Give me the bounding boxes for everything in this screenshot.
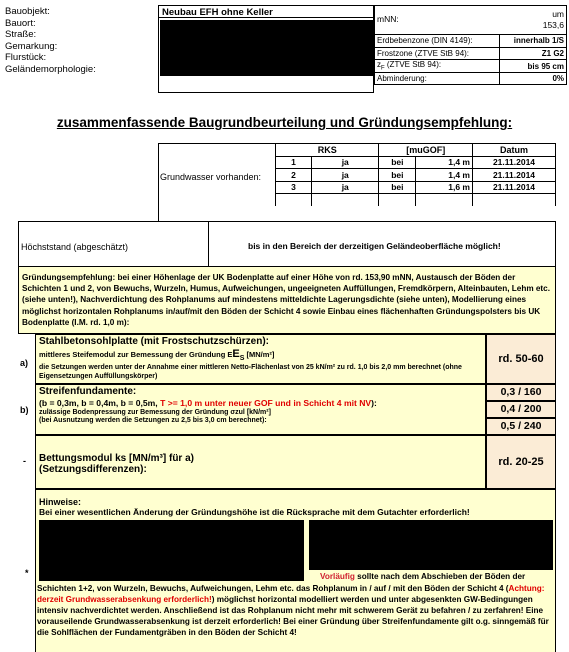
label-gemarkung: Gemarkung: bbox=[5, 40, 58, 52]
project-name: Neubau EFH ohne Keller bbox=[159, 6, 373, 18]
hinweise-para-b: ) möglichst horizontal modelliert werden und unter abgesenkten GW-Bedingungen intensiv nachverdichtet werden. Anschließend ist das Rohplanum nicht mehr mit schwerem Gerät zu befahren / zu zerfahren! Eine vorauseilende Grundwasserabsenkung ist derzeit erforderlich! Bei einer Gründung über Streifenfundamente gilt o.g. sinngemäß für die Sohlflächen der Fundamentgräben in den Böden der Schicht 4! bbox=[37, 595, 549, 637]
frostzone-value: Z1 G2 bbox=[499, 47, 566, 59]
section-a-line1-sub: $E_S$ bbox=[232, 348, 245, 363]
label-bauort: Bauort: bbox=[5, 17, 36, 29]
zf-value: bis 95 cm bbox=[499, 60, 566, 73]
label-bauobjekt: Bauobjekt: bbox=[5, 6, 50, 17]
zf-sub: F bbox=[381, 65, 385, 72]
rks-ja: ja bbox=[312, 169, 379, 182]
rks-date: 21.11.2014 bbox=[473, 181, 556, 194]
hinweise-marker: * bbox=[25, 568, 29, 578]
rks-number: 1 bbox=[276, 156, 312, 169]
section-b-dims-red: T >= 1,0 m unter neuer GOF und in Schicht 4 mit NV bbox=[160, 398, 372, 408]
hinweise-vorlaeufig-line bbox=[320, 572, 525, 581]
section-a-box bbox=[35, 334, 486, 384]
rks-ja: ja bbox=[312, 156, 379, 169]
rks-ja: ja bbox=[312, 181, 379, 194]
empfehlung-text: Gründungsempfehlung: bei einer Höhenlage der UK Bodenplatte auf einer Höhe von rd. 153,90 mNN, Austausch der Böden der Schichten 1 und 2, von Bewuchs, Wurzeln, Humus, Aufweichungen, ungeeigneten Auffüllungen, Fremdkörpern, Alteinbauten, Lehm etc. (siehe unten!), Nachverdichtung des Rohplanums auf mindestens mitteldichte Lagerungsdichte (siehe unten), Modellierung eines möglichst horizontalen Rohplanums in/auf/mit den Böden der Schicht 4 sowie Einbau eines flächenhaften Gründungspolsters bis UK Bodenplatte (I.M. rd. 1,0 m): bbox=[22, 273, 550, 327]
rks-bei: bei bbox=[379, 181, 416, 194]
section-c-box bbox=[35, 435, 486, 489]
mnn-label: mNN: bbox=[377, 14, 399, 24]
redacted-hinweise-left bbox=[39, 520, 304, 581]
section-a-title: Stahlbetonsohlplatte (mit Frostschutzschürzen): bbox=[39, 336, 270, 347]
erdbeben-value: innerhalb 1/S bbox=[499, 35, 566, 47]
section-b-marker: b) bbox=[20, 405, 29, 415]
section-c-title: Bettungsmodul ks [MN/m³] für a) bbox=[39, 453, 194, 464]
rks-date: 21.11.2014 bbox=[473, 169, 556, 182]
section-a-marker: a) bbox=[20, 358, 29, 368]
groundwater-table bbox=[275, 143, 556, 206]
rks-number: 3 bbox=[276, 181, 312, 194]
section-b-value-1: 0,3 / 160 bbox=[486, 384, 556, 401]
abminderung-value: 0% bbox=[499, 72, 566, 84]
section-b-dims-text: (b = 0,3m, b = 0,4m, b = 0,5m, bbox=[39, 398, 161, 408]
erdbeben-label: Erdbebenzone (DIN 4149): bbox=[375, 35, 499, 47]
frostzone-label: Frostzone (ZTVE StB 94): bbox=[375, 47, 499, 59]
rks-depth: 1,4 m bbox=[416, 156, 473, 169]
vorlaeufig-after: sollte nach dem Abschieben der Böden der bbox=[354, 572, 526, 581]
header-mugof: [muGOF] bbox=[379, 144, 473, 157]
hinweise-paragraph bbox=[37, 583, 555, 638]
section-b-line3: (bei Ausnutzung werden die Setzungen zu 2,5 bis 3,0 cm berechnet): bbox=[39, 417, 267, 424]
rks-depth: 1,4 m bbox=[416, 169, 473, 182]
section-c-subtitle: (Setzungsdifferenzen): bbox=[39, 464, 147, 475]
rks-bei: bei bbox=[379, 156, 416, 169]
vorlaeufig-text: Vorläufig bbox=[320, 572, 355, 581]
groundwater-row bbox=[276, 156, 556, 169]
section-c-value: rd. 20-25 bbox=[486, 435, 556, 489]
rks-bei: bei bbox=[379, 169, 416, 182]
label-strasse: Straße: bbox=[5, 29, 37, 40]
main-title: zusammenfassende Baugrundbeurteilung und Gründungsempfehlung: bbox=[56, 115, 513, 130]
section-b-dims bbox=[36, 398, 485, 408]
hoechststand-label: Höchststand (abgeschätzt) bbox=[21, 242, 129, 252]
section-a-line2: die Setzungen werden unter der Annahme einer mittleren Netto-Flächenlast von 25 kN/m² zu rd. 1,0 bis 2,0 mm berechnet (ohne Eigensetzungen Auffüllungskörper) bbox=[39, 364, 462, 381]
header-labels bbox=[5, 6, 155, 75]
groundwater-row bbox=[276, 169, 556, 182]
section-a-value: rd. 50-60 bbox=[486, 334, 556, 384]
hinweise-line1: Bei einer wesentlichen Änderung der Gründungshöhe ist die Rücksprache mit dem Gutachter erforderlich! bbox=[39, 507, 470, 517]
rks-depth: 1,6 m bbox=[416, 181, 473, 194]
section-b-dims-end: ): bbox=[371, 398, 377, 408]
section-b-value-3: 0,5 / 240 bbox=[486, 418, 556, 435]
hinweise-title: Hinweise: bbox=[39, 497, 82, 507]
abminderung-label: Abminderung: bbox=[375, 72, 499, 84]
mnn-box bbox=[374, 5, 567, 35]
hinweise-para-a: Schichten 1+2, von Wurzeln, Bewuchs, Aufweichungen, Lehm etc. das Rohplanum in / auf / mit den Böden der Schicht 4 ( bbox=[37, 584, 509, 593]
section-b-title: Streifenfundamente: bbox=[39, 386, 137, 397]
groundwater-row bbox=[276, 181, 556, 194]
section-c-marker: - bbox=[23, 456, 26, 466]
rks-date: 21.11.2014 bbox=[473, 156, 556, 169]
site-parameters bbox=[374, 35, 567, 85]
hoechststand-divider bbox=[208, 221, 209, 266]
rks-number: 2 bbox=[276, 169, 312, 182]
section-b-value-2: 0,4 / 200 bbox=[486, 401, 556, 418]
mnn-unit: um bbox=[552, 9, 564, 19]
groundwater-label: Grundwasser vorhanden: bbox=[160, 172, 262, 182]
section-a-line1-post: [MN/m²] bbox=[244, 350, 275, 359]
project-box bbox=[158, 5, 374, 93]
header-rks: RKS bbox=[276, 144, 379, 157]
header-datum: Datum bbox=[473, 144, 556, 157]
zf-label: $z_F$ (ZTVE StB 94): bbox=[375, 60, 499, 73]
section-a-line1-pre: mittleres Steifemodul zur Bemessung der Gründung E bbox=[39, 350, 233, 359]
redacted-hinweise-right bbox=[309, 520, 553, 570]
redacted-address bbox=[160, 20, 373, 76]
label-flurstueck: Flurstück: bbox=[5, 52, 47, 63]
groundwater-row-empty bbox=[276, 194, 556, 207]
label-gelaendemorphologie: Geländemorphologie: bbox=[5, 63, 96, 75]
section-b-line2: zulässige Bodenpressung zur Bemessung der Gründung σzul [kN/m²] bbox=[39, 409, 271, 416]
hinweise-para-red: Achtung: derzeit Grundwasserabsenkung erforderlich! bbox=[37, 584, 545, 604]
hoechststand-text: bis in den Bereich der derzeitigen Geländeoberfläche möglich! bbox=[248, 241, 501, 251]
section-a-line1 bbox=[36, 348, 485, 362]
empfehlung-box bbox=[18, 266, 556, 334]
mnn-value: 153,6 bbox=[542, 20, 564, 30]
section-b-box bbox=[35, 384, 486, 435]
